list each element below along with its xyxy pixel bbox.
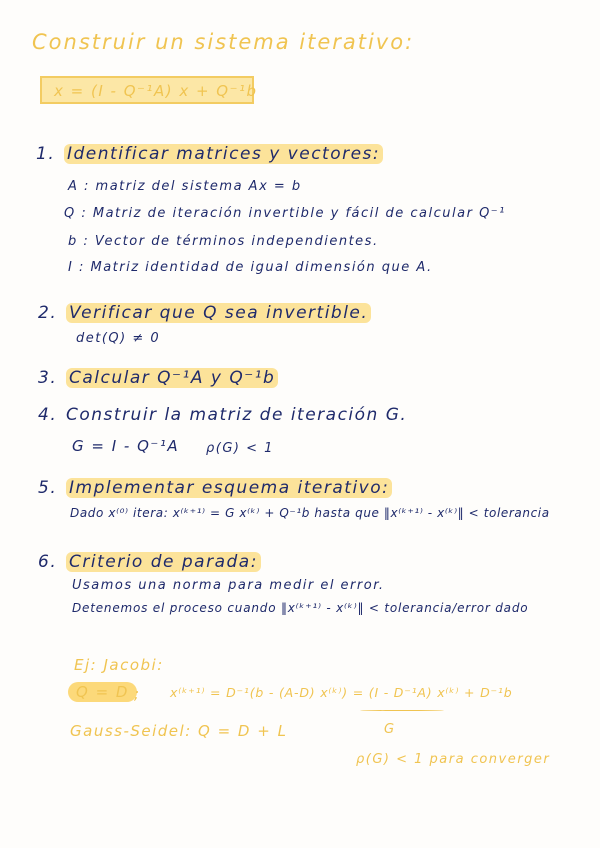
step-4-condition: ρ(G) < 1 (206, 441, 274, 456)
step-4-formula: G = I - Q⁻¹A (72, 437, 180, 455)
step-2-number: 2. (38, 303, 58, 323)
step-2-detail: det(Q) ≠ 0 (76, 331, 161, 346)
step-6-number: 6. (38, 552, 58, 572)
step-1-item-i: I : Matriz identidad de igual dimensión que A. (68, 260, 433, 275)
example-label: Ej: Jacobi: (74, 656, 164, 674)
step-6-line-2: Detenemos el proceso cuando ‖x⁽ᵏ⁺¹⁾ - x⁽ᵏ⁾‖ < tolerancia/error dado (72, 601, 529, 615)
step-1-item-a: A : matriz del sistema Ax = b (68, 179, 302, 194)
step-5-number: 5. (38, 478, 58, 498)
step-1-heading: Identificar matrices y vectores: (64, 144, 383, 164)
step-1-item-q: Q : Matriz de iteración invertible y fácil de calcular Q⁻¹ (64, 206, 506, 221)
page-title: Construir un sistema iterativo: (32, 30, 415, 54)
jacobi-q: Q = D (68, 682, 137, 702)
convergence-condition: ρ(G) < 1 para converger (356, 752, 551, 767)
step-3-heading: Calcular Q⁻¹A y Q⁻¹b (66, 368, 278, 388)
step-2-heading: Verificar que Q sea invertible. (66, 303, 371, 323)
gauss-seidel: Gauss-Seidel: Q = D + L (70, 722, 288, 740)
step-1-item-b: b : Vector de términos independientes. (68, 234, 379, 249)
jacobi-formula: x⁽ᵏ⁺¹⁾ = D⁻¹(b - (A-D) x⁽ᵏ⁾) = (I - D⁻¹A) x⁽ᵏ⁾ + D⁻¹b (170, 685, 513, 700)
jacobi-semicolon: ; (134, 685, 141, 703)
step-4-number: 4. (38, 405, 58, 425)
underbrace (360, 710, 444, 711)
formula-box-text: x = (I - Q⁻¹A) x + Q⁻¹b (54, 82, 258, 100)
step-5-detail: Dado x⁽⁰⁾ itera: x⁽ᵏ⁺¹⁾ = G x⁽ᵏ⁾ + Q⁻¹b hasta que ‖x⁽ᵏ⁺¹⁾ - x⁽ᵏ⁾‖ < tolerancia (70, 506, 550, 520)
step-3-number: 3. (38, 368, 58, 388)
step-6-heading: Criterio de parada: (66, 552, 261, 572)
step-5-heading: Implementar esquema iterativo: (66, 478, 392, 498)
step-4-heading: Construir la matriz de iteración G. (66, 405, 408, 425)
step-1-number: 1. (36, 144, 56, 164)
underbrace-label: G (384, 722, 396, 737)
step-6-line-1: Usamos una norma para medir el error. (72, 578, 385, 593)
